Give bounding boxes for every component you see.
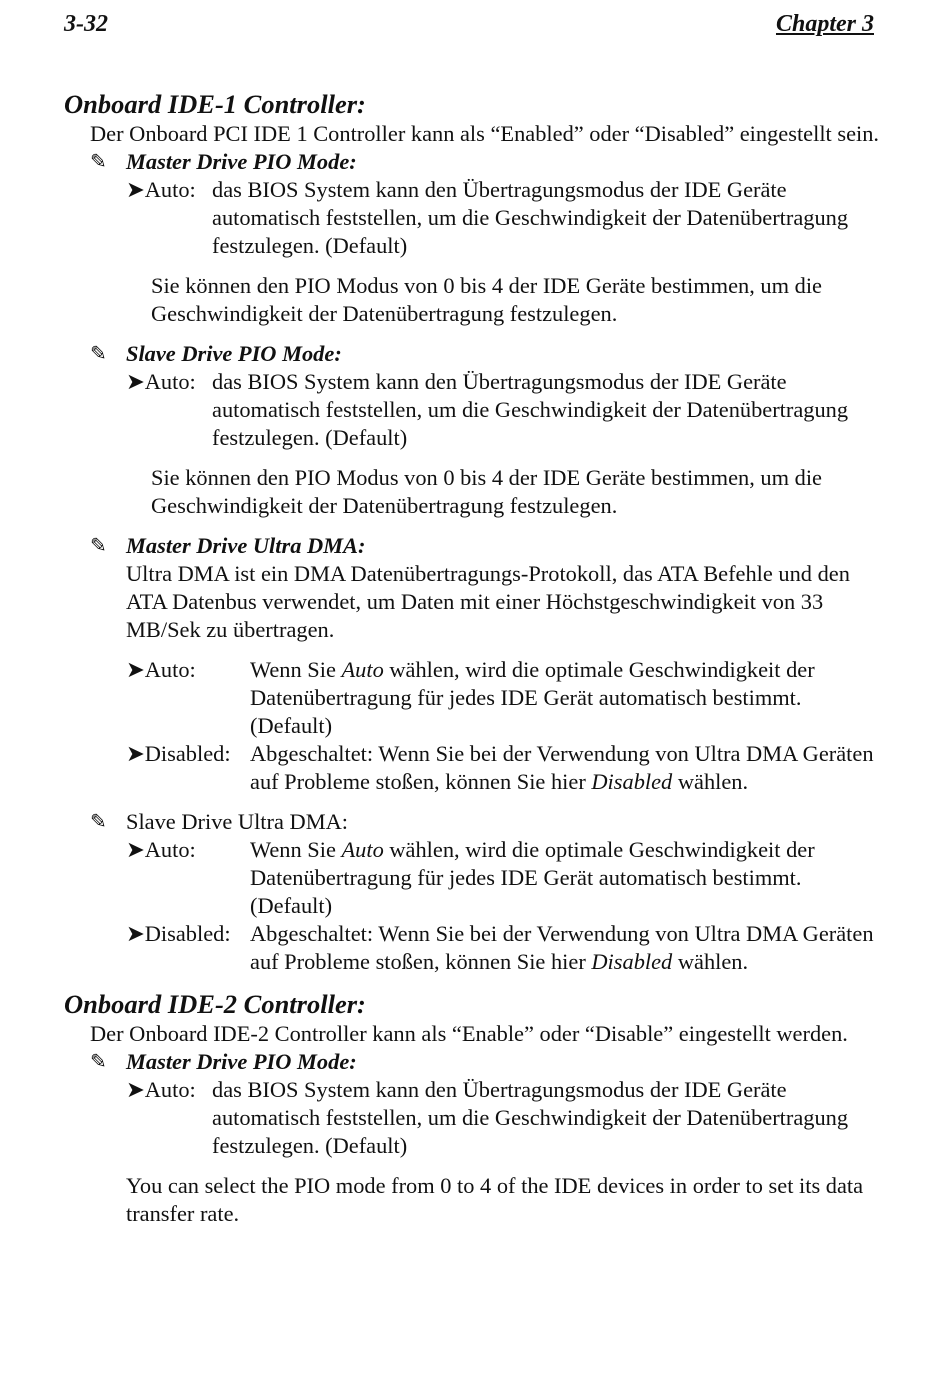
item-slave-pio-ide1 [90, 340, 880, 368]
dma-description: Ultra DMA ist ein DMA Datenübertragungs-Protokoll, das ATA Befehle und den ATA Datenbus verwendet, um Daten mit einer Höchstgeschwindigkeit von 33 MB/Sek zu übertragen. [126, 561, 850, 642]
option-auto [126, 1076, 880, 1160]
option-text: Abgeschaltet: Wenn Sie bei der Verwendung von Ultra DMA Geräten auf Probleme stoßen, können Sie hier Disabled wählen. [250, 921, 874, 974]
item-master-pio-ide2 [90, 1048, 880, 1076]
option-label: ➤Disabled: [126, 921, 231, 946]
item-title: Slave Drive PIO Mode: [126, 341, 342, 366]
item-title: Slave Drive Ultra DMA: [126, 809, 348, 834]
page-number: 3-32 [64, 11, 108, 37]
option-text: Abgeschaltet: Wenn Sie bei der Verwendung von Ultra DMA Geräten auf Probleme stoßen, können Sie hier Disabled wählen. [250, 741, 874, 794]
option-text: Wenn Sie Auto wählen, wird die optimale Geschwindigkeit der Datenübertragung für jedes IDE Gerät automatisch bestimmt. (Default) [250, 657, 815, 738]
option-label: ➤Auto: [126, 369, 196, 394]
item-slave-dma-ide1 [90, 808, 880, 836]
page-content [64, 88, 880, 1228]
item-title: Master Drive PIO Mode: [126, 149, 357, 174]
section-intro-ide2: Der Onboard IDE-2 Controller kann als “Enable” oder “Disable” eingestellt werden. [90, 1021, 848, 1046]
chapter-label: Chapter 3 [775, 11, 874, 37]
pencil-icon: ✎ [90, 343, 107, 365]
option-disabled [126, 740, 880, 796]
pio-note: You can select the PIO mode from 0 to 4 of the IDE devices in order to set its data transfer rate. [126, 1173, 864, 1226]
pencil-icon: ✎ [90, 151, 107, 173]
pio-note: Sie können den PIO Modus von 0 bis 4 der IDE Geräte bestimmen, um die Geschwindigkeit der Datenübertragung festzulegen. [151, 273, 822, 326]
pio-note: Sie können den PIO Modus von 0 bis 4 der IDE Geräte bestimmen, um die Geschwindigkeit der Datenübertragung festzulegen. [151, 465, 822, 518]
item-title: Master Drive Ultra DMA: [126, 533, 366, 558]
item-master-dma-ide1 [90, 532, 880, 560]
pencil-icon: ✎ [90, 811, 107, 833]
option-label: ➤Auto: [126, 177, 196, 202]
option-label: ➤Disabled: [126, 741, 231, 766]
option-text: das BIOS System kann den Übertragungsmodus der IDE Geräte automatisch feststellen, um die Geschwindigkeit der Datenübertragung festzulegen. (Default) [212, 369, 849, 450]
option-text: das BIOS System kann den Übertragungsmodus der IDE Geräte automatisch feststellen, um die Geschwindigkeit der Datenübertragung festzulegen. (Default) [212, 1077, 849, 1158]
option-label: ➤Auto: [126, 1077, 196, 1102]
option-disabled [126, 920, 880, 976]
item-master-pio-ide1 [90, 148, 880, 176]
option-label: ➤Auto: [126, 837, 196, 862]
pencil-icon: ✎ [90, 1051, 107, 1073]
option-auto [126, 836, 880, 920]
item-title: Master Drive PIO Mode: [126, 1049, 357, 1074]
option-label: ➤Auto: [126, 657, 196, 682]
section-title-ide2: Onboard IDE-2 Controller: [64, 989, 366, 1019]
option-text: das BIOS System kann den Übertragungsmodus der IDE Geräte automatisch feststellen, um die Geschwindigkeit der Datenübertragung festzulegen. (Default) [212, 177, 849, 258]
section-title-ide1: Onboard IDE-1 Controller: [64, 89, 366, 119]
option-auto [126, 656, 880, 740]
option-auto [126, 176, 880, 260]
section-intro-ide1: Der Onboard PCI IDE 1 Controller kann als “Enabled” oder “Disabled” eingestellt sein. [90, 121, 880, 146]
pencil-icon: ✎ [90, 535, 107, 557]
option-text: Wenn Sie Auto wählen, wird die optimale Geschwindigkeit der Datenübertragung für jedes IDE Gerät automatisch bestimmt. (Default) [250, 837, 815, 918]
option-auto [126, 368, 880, 452]
page-header [64, 10, 874, 42]
